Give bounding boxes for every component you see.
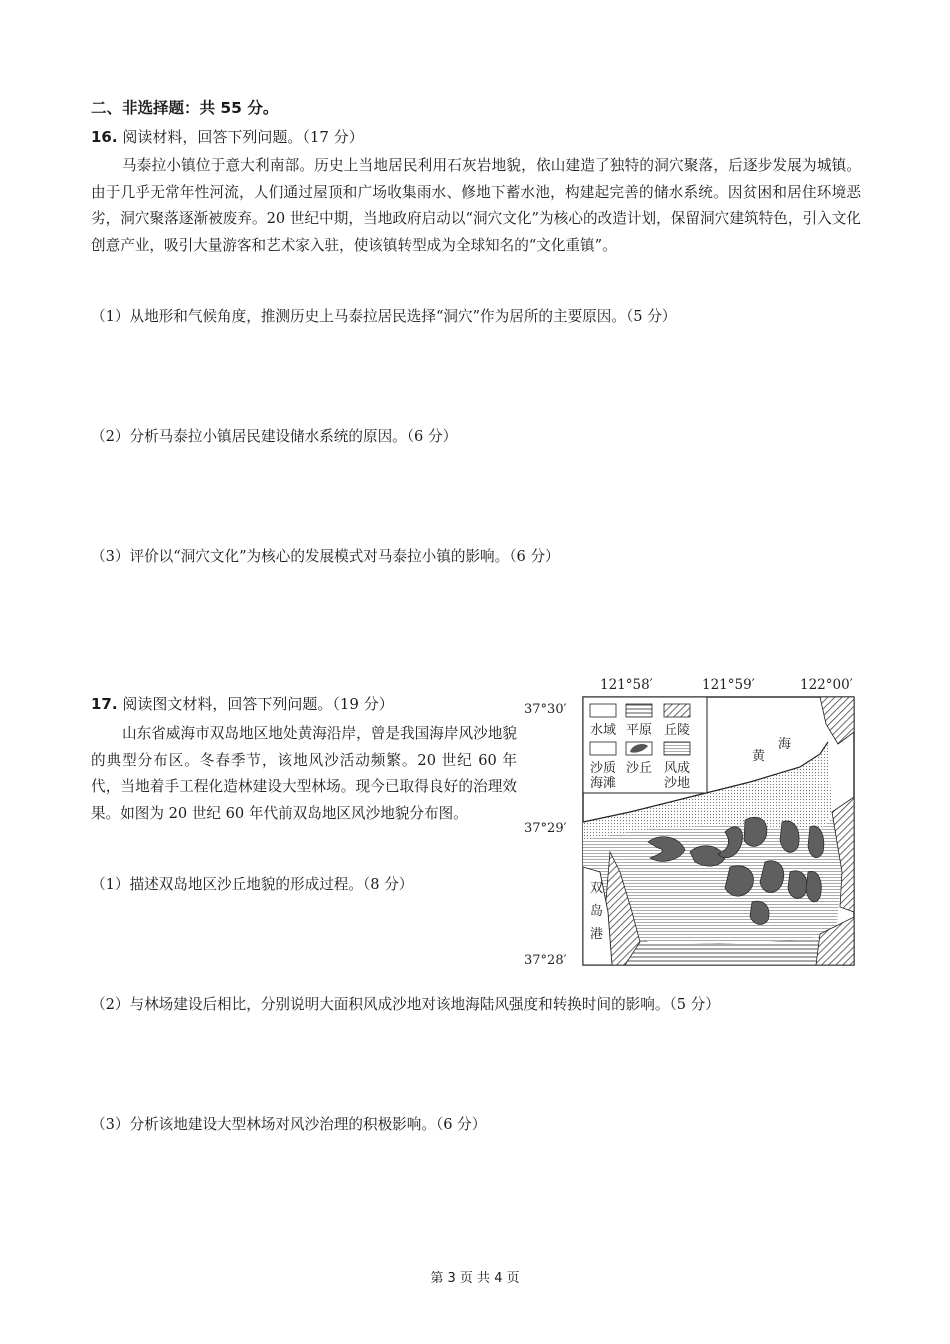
q17-prompt: 阅读图文材料，回答下列问题。（19 分）	[122, 695, 394, 713]
legend-swatch-plain	[626, 704, 652, 717]
legend-swatch-water	[590, 704, 616, 717]
legend-label-aeolian-2: 沙地	[664, 776, 691, 791]
legend-swatch-beach	[590, 742, 616, 755]
legend-label-water: 水域	[590, 723, 617, 738]
port-label-1: 双	[590, 881, 604, 896]
legend-label-dune: 沙丘	[626, 761, 653, 776]
q17-material: 山东省威海市双岛地区地处黄海沿岸，曾是我国海岸风沙地貌的典型分布区。冬春季节，该地风沙活动频繁。20 世纪 60 年代，当地着手工程化造林建设大型林场。现今已取得良好的治理效果。如图为 20 世纪 60 年代前双岛地区风沙地貌分布图。	[91, 725, 517, 822]
lat-label-2: 37°29′	[524, 821, 567, 836]
q17-number: 17.	[91, 695, 118, 713]
q16-number: 16.	[91, 128, 118, 146]
sea-label-1: 黄	[752, 749, 766, 764]
sea-label-2: 海	[778, 737, 792, 752]
q17-heading	[91, 693, 394, 714]
q16-prompt: 阅读材料，回答下列问题。（17 分）	[122, 128, 364, 146]
q16-sub3: （3）评价以“洞穴文化”为核心的发展模式对马泰拉小镇的影响。（6 分）	[91, 548, 560, 565]
legend-label-beach-2: 海滩	[590, 776, 617, 791]
port-label-3: 港	[590, 927, 604, 942]
legend-swatch-hill	[664, 704, 690, 717]
q17-sub3: （3）分析该地建设大型林场对风沙治理的积极影响。（6 分）	[91, 1116, 487, 1133]
page-footer: 第 3 页 共 4 页	[430, 1271, 520, 1286]
q16-sub1: （1）从地形和气候角度，推测历史上马泰拉居民选择“洞穴”作为居所的主要原因。（5 分）	[91, 308, 677, 325]
q17-sub1: （1）描述双岛地区沙丘地貌的形成过程。（8 分）	[91, 876, 414, 893]
legend-label-aeolian-1: 风成	[664, 761, 691, 776]
lon-label-3: 122°00′	[800, 677, 853, 693]
port-label-2: 岛	[590, 904, 604, 919]
q16-material: 马泰拉小镇位于意大利南部。历史上当地居民利用石灰岩地貌，依山建造了独特的洞穴聚落，后逐步发展为城镇。由于几乎无常年性河流，人们通过屋顶和广场收集雨水、修地下蓄水池，构建起完善的储水系统。因贫困和居住环境恶劣，洞穴聚落逐渐被废弃。20 世纪中期，当地政府启动以“洞穴文化”为核心的改造计划，保留洞穴建筑特色，引入文化创意产业，吸引大量游客和艺术家入驻，使该镇转型成为全球知名的“文化重镇”。	[91, 157, 861, 255]
lon-label-2: 121°59′	[702, 677, 755, 693]
section-title: 二、非选择题：共 55 分。	[91, 99, 279, 117]
q16-sub2: （2）分析马泰拉小镇居民建设储水系统的原因。（6 分）	[91, 428, 458, 445]
aeolian-landform-map	[520, 672, 865, 970]
q17-sub2: （2）与林场建设后相比，分别说明大面积风成沙地对该地海陆风强度和转换时间的影响。（5 分）	[91, 996, 720, 1013]
lat-label-1: 37°30′	[524, 702, 567, 717]
legend-label-plain: 平原	[626, 723, 653, 738]
legend-label-hill: 丘陵	[664, 723, 691, 738]
legend-swatch-aeolian	[664, 742, 690, 755]
lon-label-1: 121°58′	[600, 677, 653, 693]
q16-heading	[91, 126, 364, 147]
legend-label-beach-1: 沙质	[590, 761, 617, 776]
lat-label-3: 37°28′	[524, 953, 567, 968]
